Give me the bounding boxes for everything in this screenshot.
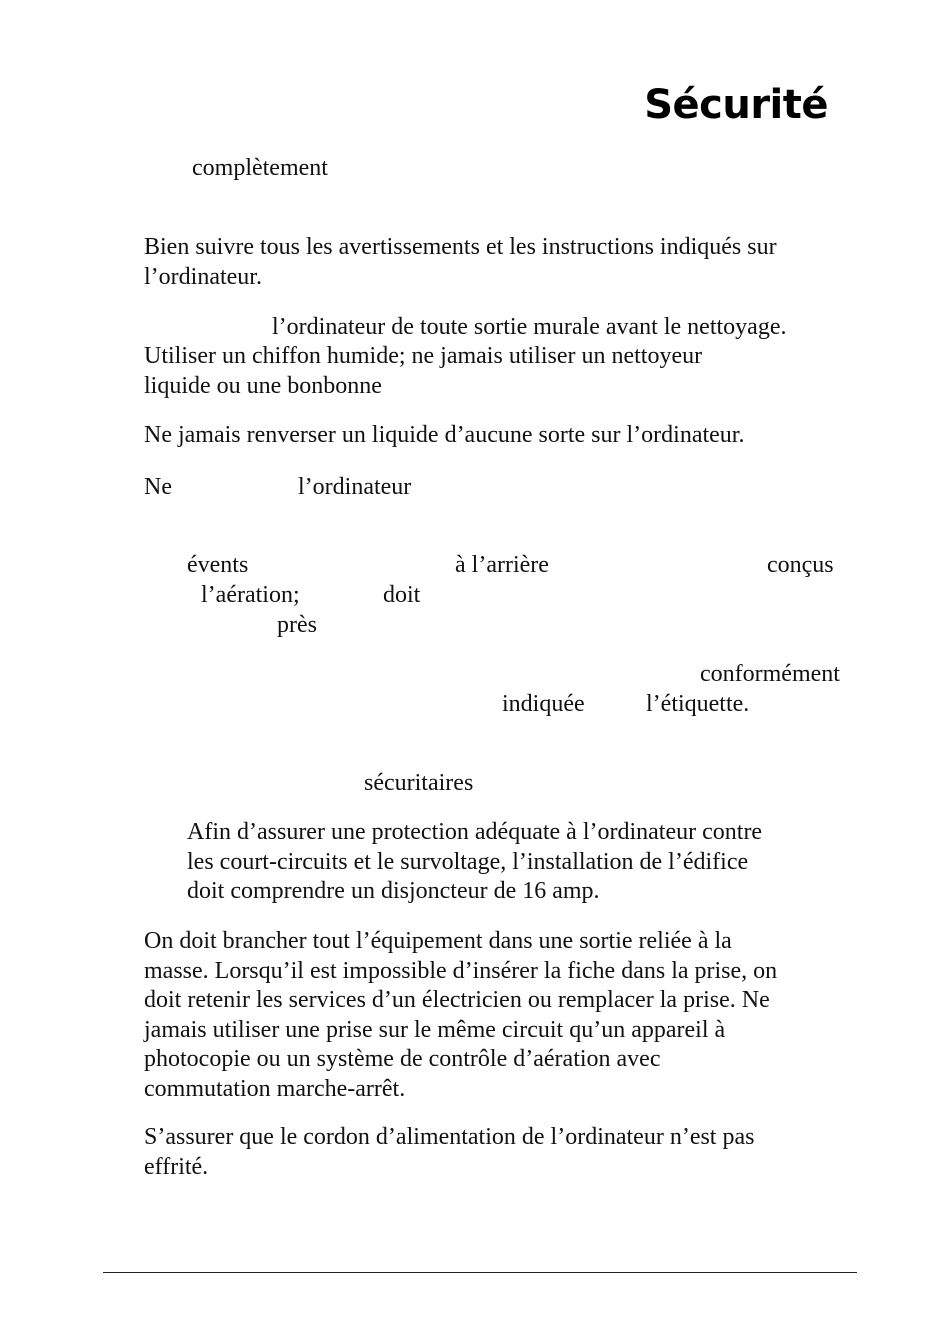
paragraph-cleaning [144,342,702,401]
paragraph-circuit-breaker [187,818,762,907]
fragment-ne: Ne [144,474,172,500]
paragraph-line: Afin d’assurer une protection adéquate à l’ordinateur contre [187,819,763,845]
paragraph-line: masse. Lorsqu’il est impossible d’insérer la fiche dans la prise, on [144,957,778,984]
paragraph-line: photocopie ou un système de contrôle d’aération avec [144,1046,661,1072]
paragraph-line: On doit brancher tout l’équipement dans une sortie reliée à la [144,928,732,954]
paragraph-grounding [144,927,777,1104]
paragraph-follow-warnings [144,233,777,292]
fragment-conformement: conformément [700,661,840,687]
fragment-completement: complètement [192,155,328,181]
paragraph-line: Bien suivre tous les avertissements et les instructions indiqués sur [144,234,777,260]
footer-rule [103,1272,857,1273]
paragraph-line: doit retenir les services d’un électricien ou remplacer la prise. Ne [144,987,770,1013]
fragment-pres: près [277,612,317,638]
fragment-doit: doit [383,582,421,608]
fragment-indiquee: indiquée [502,691,585,717]
fragment-a-larriere: à l’arrière [455,552,549,578]
paragraph-line: jamais utiliser une prise sur le même circuit qu’un appareil à [144,1016,726,1043]
paragraph-line: effrité. [144,1153,209,1180]
paragraph-line: Ne jamais renverser un liquide d’aucune sorte sur l’ordinateur. [144,422,745,448]
fragment-securitaires: sécuritaires [364,770,474,796]
fragment-events: évents [187,552,249,578]
paragraph-no-liquid [144,421,744,451]
fragment-concus: conçus [767,552,834,578]
paragraph-power-cord [144,1123,754,1182]
paragraph-line: l’ordinateur de toute sortie murale avant le nettoyage. [272,314,787,340]
paragraph-line: Utiliser un chiffon humide; ne jamais utiliser un nettoyeur [144,343,703,369]
paragraph-line: l’ordinateur. [144,263,262,290]
fragment-laeration: l’aération; [201,582,300,608]
paragraph-line: S’assurer que le cordon d’alimentation de l’ordinateur n’est pas [144,1124,755,1150]
page-title: Sécurité [644,82,828,128]
fragment-lordinateur: l’ordinateur [298,474,412,500]
fragment-letiquette: l’étiquette. [646,691,750,717]
paragraph-line: liquide ou une bonbonne [144,372,382,399]
paragraph-line: doit comprendre un disjoncteur de 16 amp. [187,878,600,904]
paragraph-line: les court-circuits et le survoltage, l’installation de l’édifice [187,848,749,875]
paragraph-line: commutation marche-arrêt. [144,1075,406,1102]
